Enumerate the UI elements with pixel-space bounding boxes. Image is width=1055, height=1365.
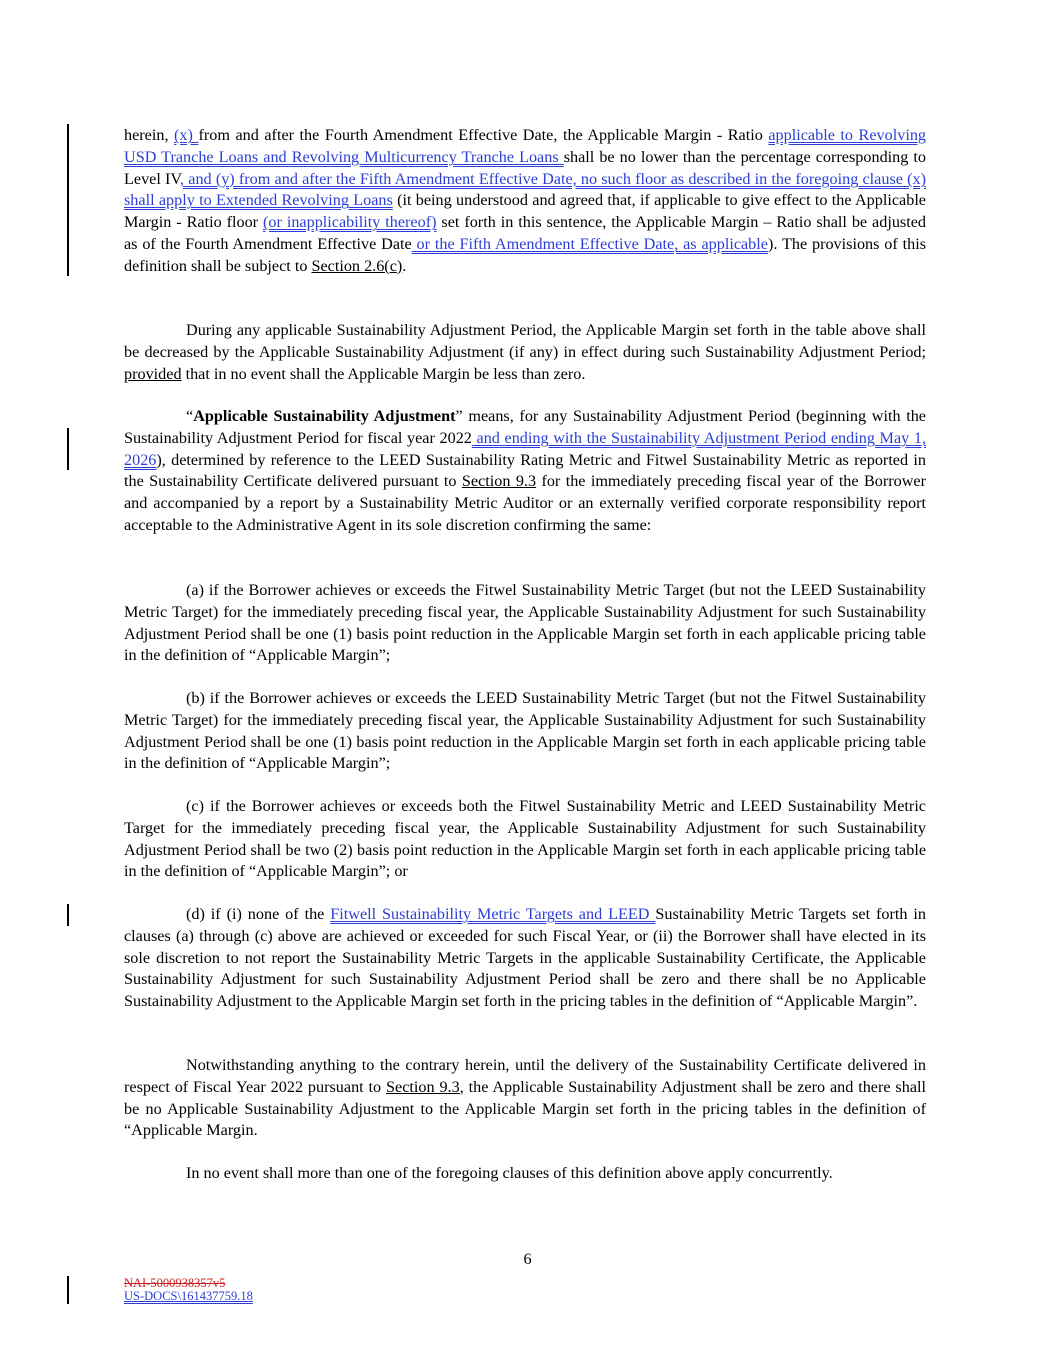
section-reference: Section 9.3 <box>386 1077 460 1096</box>
inserted-doc-id: US-DOCS\161437759.18 <box>124 1289 253 1303</box>
paragraph-adjustment-period: During any applicable Sustainability Adjustment Period, the Applicable Margin set forth in the table above shall be decreased by the Applicable Sustainability Adjustment (if any) in effect during such Sustainability Adjustment Period; provided that in no event shall the Applicable Margin be less than zero. <box>124 321 926 383</box>
page-number: 6 <box>523 1250 532 1268</box>
paragraph-floor-provision: herein, (x) from and after the Fourth Amendment Effective Date, the Applicable Margin - Ratio applicable to Revolving USD Tranche Loans and Revolving Multicurrency Tranche Loans shall be no lower than the percentage corresponding to Level IV, and (y) from and after the Fifth Amendment Effective Date, no such floor as described in the foregoing clause (x) shall apply to Extended Revolving Loans (it being understood and agreed that, if applicable to give effect to the Applicable Margin - Ratio floor (or inapplicability thereof) set forth in this sentence, the Applicable Margin – Ratio shall be adjusted as of the Fourth Amendment Effective Date or the Fifth Amendment Effective Date, as applicable). The provisions of this definition shall be subject to Section 2.6(c). <box>124 126 927 275</box>
paragraph-definition: “Applicable Sustainability Adjustment” means, for any Sustainability Adjustment Period (beginning with the Sustainability Adjustment Period for fiscal year 2022 and ending with the Sustainability Adjustment Period ending May 1, 2026), determined by reference to the LEED Sustainability Rating Metric and Fitwel Sustainability Metric as reported in the Sustainability Certificate delivered pursuant to Section 9.3 for the immediately preceding fiscal year of the Borrower and accompanied by a report by a Sustainability Metric Auditor or an externally verified corporate responsibility report acceptable to the Administrative Agent in its sole discretion confirming the same: <box>124 407 926 534</box>
change-bar <box>67 428 69 470</box>
inserted-text: or the Fifth Amendment Effective Date, as applicable <box>411 234 768 253</box>
inserted-text: applicable to Revolving USD Tranche Loans and Revolving Multicurrency Tranche Loans <box>124 126 927 166</box>
deleted-doc-id: NAI-5000938357v5 <box>124 1276 226 1290</box>
section-reference: Section 2.6(c) <box>311 256 403 275</box>
clause-b: (b) if the Borrower achieves or exceeds the LEED Sustainability Metric Target (but not the Fitwel Sustainability Metric Target) for the immediately preceding fiscal year, the Applicable Sustainability Adjustment for such Sustainability Adjustment Period shall be one (1) basis point reduction in the Applicable Margin set forth in each applicable pricing table in the definition of “Applicable Margin”; <box>124 689 926 773</box>
defined-term: Applicable Sustainability Adjustment <box>193 407 456 425</box>
change-bar <box>67 1276 69 1304</box>
paragraph-no-event: In no event shall more than one of the foregoing clauses of this definition above apply concurrently. <box>186 1164 833 1182</box>
clause-d: (d) if (i) none of the Fitwell Sustainability Metric Targets and LEED Sustainability Metric Targets set forth in clauses (a) through (c) above are achieved or exceeded for such Fiscal Year, or (ii) the Borrower shall have elected in its sole discretion to not report the Sustainability Metric Targets in the applicable Sustainability Certificate, the Applicable Sustainability Adjustment for such Sustainability Adjustment Period shall be zero and there shall be no Applicable Sustainability Adjustment to the Applicable Margin set forth in the pricing tables in the definition of “Applicable Margin”. <box>124 905 926 1011</box>
provided-term: provided <box>124 364 182 383</box>
clause-c: (c) if the Borrower achieves or exceeds both the Fitwel Sustainability Metric and LEED Sustainability Metric Target for the immediately preceding fiscal year, the Applicable Sustainability Adjustment for such Sustainability Adjustment Period shall be two (2) basis point reduction in the Applicable Margin set forth in each applicable pricing table in the definition of “Applicable Margin”; or <box>124 797 926 881</box>
inserted-text: Fitwell Sustainability Metric Targets and LEED <box>330 905 656 923</box>
inserted-text: (x) <box>174 126 199 144</box>
inserted-text: , and (y) from and after the Fifth Amendment Effective Date, no such floor as described in the foregoing clause (x) shall apply to Extended Revolving Loans <box>124 169 926 210</box>
paragraph-notwithstanding: Notwithstanding anything to the contrary herein, until the delivery of the Sustainability Certificate delivered in respect of Fiscal Year 2022 pursuant to Section 9.3, the Applicable Sustainability Adjustment shall be zero and there shall be no Applicable Sustainability Adjustment to the Applicable Margin set forth in the pricing tables in the definition of “Applicable Margin. <box>124 1056 926 1140</box>
clause-a: (a) if the Borrower achieves or exceeds the Fitwel Sustainability Metric Target (but not the LEED Sustainability Metric Target) for the immediately preceding fiscal year, the Applicable Sustainability Adjustment for such Sustainability Adjustment Period shall be one (1) basis point reduction in the Applicable Margin set forth in each applicable pricing table in the definition of “Applicable Margin”; <box>124 581 926 665</box>
document-footer <box>124 1277 253 1303</box>
change-bar <box>67 904 69 926</box>
inserted-text: and ending with the Sustainability Adjustment Period ending May 1, 2026 <box>124 428 926 469</box>
inserted-text: (or inapplicability thereof) <box>263 213 437 232</box>
section-reference: Section 9.3 <box>461 472 537 491</box>
change-bar <box>67 124 69 276</box>
